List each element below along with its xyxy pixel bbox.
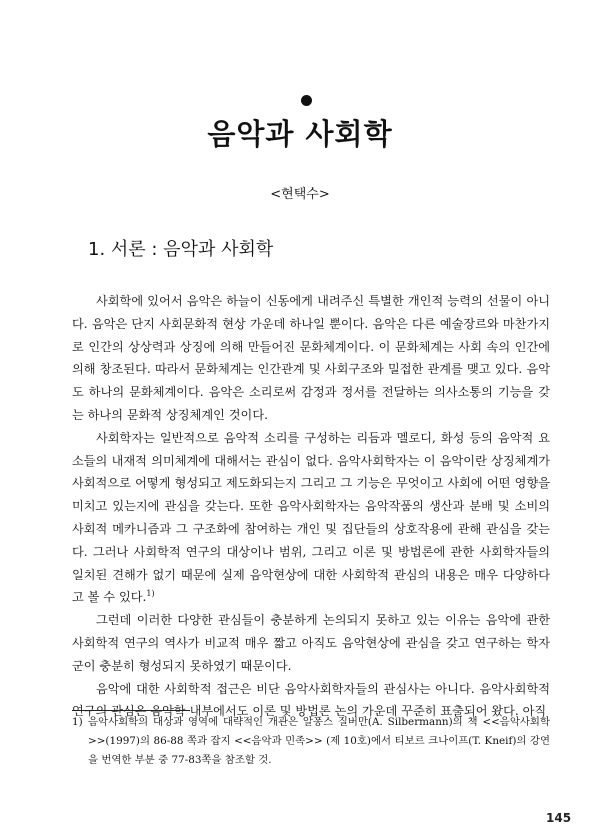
footnote-divider	[72, 710, 190, 711]
paragraph-1: 사회학에 있어서 음악은 하늘이 신동에게 내려주신 특별한 개인적 능력의 선물이 아니다. 음악은 단지 사회문화적 현상 가운데 하나일 뿐이다. 음악은 다른 예술장르와 마찬가지로 인간의 상상력과 상징에 의해 만들어진 문화체계이다. 이 문화체계는 사회 속의 인간에 의해 창조된다. 따라서 문화체계는 인간관계 및 사회구조와 밀접한 관계를 맺고 있다. 음악도 하나의 문화체계이다. 음악은 소리로써 감정과 정서를 전달하는 의사소통의 기능을 갖는 하나의 문화적 상징체계인 것이다.	[72, 294, 550, 422]
paragraph-3: 그런데 이러한 다양한 관심들이 충분하게 논의되지 못하고 있는 이유는 음악에 관한 사회학적 연구의 역사가 비교적 매우 짧고 아직도 음악현상에 관심을 갖고 연구하는 학자군이 충분히 형성되지 못하였기 때문이다.	[72, 613, 550, 673]
paragraph-4: 음악에 대한 사회학적 접근은 비단 음악사회학자들의 관심사는 아니다. 음악사회학적 연구의 관심은 음악학 내부에서도 이론 및 방법론 논의 가운데 꾸준히 표출되어 왔다. 아직	[72, 681, 550, 719]
section-heading: 1. 서론 : 음악과 사회학	[88, 239, 274, 260]
footnote-number: 1)	[72, 716, 83, 728]
footnote-text: 음악사회학의 대상과 영역에 대략적인 개관은 알퐁스 질버만(A. Silbermann)의 책 <<음악사회학>>(1997)의 86-88 쪽과 잡지 <<음악과 민족>> (제 10호)에서 티보르 크나이프(T. Kneif)의 강연을 번역한 부분 중 77-83쪽을 참조할 것.	[88, 716, 550, 766]
page-title: 음악과 사회학	[207, 117, 393, 151]
paragraph-2	[72, 427, 550, 609]
page-number: 145	[546, 811, 572, 825]
body-text	[72, 290, 550, 723]
paragraph-2-text: 사회학자는 일반적으로 음악적 소리를 구성하는 리듬과 멜로디, 화성 등의 음악적 요소들의 내재적 의미체계에 대해서는 관심이 없다. 음악사회학자는 이 음악이란 상징체계가 사회적으로 어떻게 형성되고 제도화되는지 그리고 그 기능은 무엇이고 사회에 어떤 영향을 미치고 있는지에 관심을 갖는다. 또한 음악사회학자는 음악작품의 생산과 분배 및 소비의 사회적 메카니즘과 그 구조화에 참여하는 개인 및 집단들의 상호작용에 관해 관심을 갖는다. 그러나 사회학적 연구의 대상이나 범위, 그리고 이론 및 방법론에 관한 사회학자들의 일치된 견해가 없기 때문에 실제 음악현상에 대한 사회학적 관심의 내용은 매우 다양하다고 볼 수 있다.	[72, 430, 550, 605]
footnote	[72, 713, 550, 770]
author: <현택수>	[270, 187, 330, 202]
footnote-reference[interactable]: 1)	[146, 589, 155, 599]
title-bullet-icon	[301, 95, 312, 106]
